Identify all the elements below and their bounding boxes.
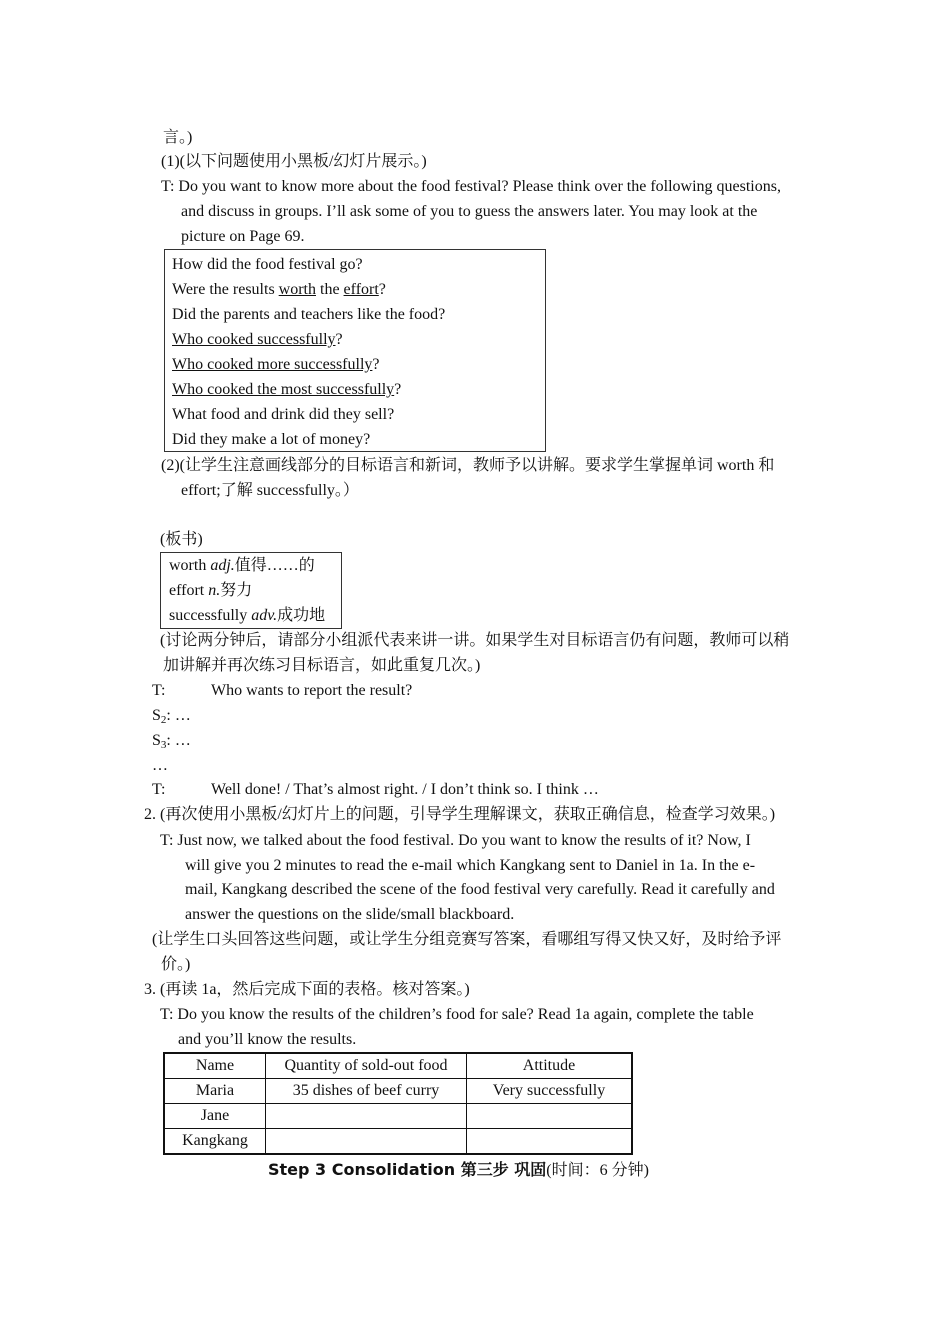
teacher-line-1c: picture on Page 69. (181, 228, 305, 245)
question-5 (165, 352, 545, 377)
vocab-worth (161, 553, 341, 578)
item-2-teacher-c: mail, Kangkang described the scene of the food festival very carefully. Read it carefully and (185, 881, 775, 898)
vocab-effort (161, 578, 341, 603)
item-2-note-a: (让学生口头回答这些问题，或让学生分组竞赛写答案，看哪组写得又快又好，及时给予评 (152, 931, 782, 948)
vocab-pos: n. (208, 582, 221, 599)
board-vocab-box (160, 552, 342, 629)
vocab-def: 成功地 (277, 607, 326, 624)
table-cell: Very successfully (467, 1079, 633, 1104)
question-2-text: Were the results (172, 281, 279, 298)
results-table (163, 1052, 633, 1155)
speaker-s: S (152, 707, 161, 724)
dialogue-text: : … (166, 707, 191, 724)
table-header-cell: Attitude (467, 1053, 633, 1079)
dialogue-s3 (152, 731, 191, 755)
dialogue-speaker-t2: T: (152, 781, 166, 798)
question-7: What food and drink did they sell? (172, 406, 395, 423)
discussion-note-b: 加讲解并再次练习目标语言，如此重复几次。) (163, 657, 481, 674)
vocab-pos: adv. (251, 607, 278, 624)
question-2 (165, 277, 545, 302)
question-2-underlined-worth: worth (278, 281, 316, 298)
table-cell (266, 1129, 467, 1155)
table-row (164, 1104, 632, 1129)
item-2-teacher-a: T: Just now, we talked about the food festival. Do you want to know the results of it? Now, I (160, 832, 751, 849)
speaker-s: S (152, 732, 161, 749)
question-5-underlined: Who cooked more successfully (172, 356, 373, 373)
step-item-2-note-b: effort;了解 successfully。） (181, 482, 359, 499)
question-2-text-mid: the (316, 281, 344, 298)
table-header-cell: Name (164, 1053, 266, 1079)
table-cell: Kangkang (164, 1129, 266, 1155)
item-2-note-b: 价。) (161, 956, 191, 973)
table-header-cell: Quantity of sold-out food (266, 1053, 467, 1079)
question-4 (165, 327, 545, 352)
question-2-underlined-effort: effort (343, 281, 379, 298)
vocab-word: worth (169, 557, 211, 574)
table-row (164, 1129, 632, 1155)
item-2-teacher-b: will give you 2 minutes to read the e-mail which Kangkang sent to Daniel in 1a. In the e- (185, 857, 756, 874)
vocab-def: 值得……的 (234, 557, 315, 574)
question-6-mark: ? (394, 381, 402, 398)
item-3-teacher-a: T: Do you know the results of the children’s food for sale? Read 1a again, complete the table (160, 1006, 754, 1023)
question-5-mark: ? (372, 356, 380, 373)
question-1: How did the food festival go? (172, 256, 363, 273)
question-2-mark: ? (378, 281, 386, 298)
dialogue-text: : … (166, 732, 191, 749)
board-label: (板书) (160, 531, 203, 548)
item-2-heading: 2. (再次使用小黑板/幻灯片上的问题，引导学生理解课文，获取正确信息，检查学习效果。) (144, 806, 776, 823)
table-cell (467, 1129, 633, 1155)
vocab-word: successfully (169, 607, 252, 624)
vocab-pos: adj. (210, 557, 235, 574)
speaker-number: 2 (160, 714, 167, 726)
continued-text: 言。) (163, 129, 193, 146)
table-cell: Maria (164, 1079, 266, 1104)
question-3: Did the parents and teachers like the food? (172, 306, 446, 323)
item-2-teacher-d: answer the questions on the slide/small blackboard. (185, 906, 515, 923)
discussion-note-a: (讨论两分钟后，请部分小组派代表来讲一讲。如果学生对目标语言仍有问题，教师可以稍 (160, 632, 790, 649)
step-3-time: (时间：6 分钟) (546, 1162, 649, 1179)
question-4-mark: ? (335, 331, 343, 348)
question-4-underlined: Who cooked successfully (172, 331, 336, 348)
dialogue-speaker-t1: T: (152, 682, 166, 699)
dialogue-s2 (152, 706, 191, 730)
dialogue-text-t2: Well done! / That’s almost right. / I don’t think so. I think … (211, 781, 599, 798)
table-header-row (164, 1053, 632, 1079)
dialogue-ellipsis: … (152, 757, 168, 774)
item-3-teacher-b: and you’ll know the results. (178, 1031, 357, 1048)
table-cell (266, 1104, 467, 1129)
table-cell (467, 1104, 633, 1129)
teacher-line-1a: T: Do you want to know more about the food festival? Please think over the following questions, (161, 178, 781, 195)
question-8: Did they make a lot of money? (172, 431, 371, 448)
table-row (164, 1079, 632, 1104)
question-6 (165, 377, 545, 402)
item-3-heading: 3. (再读 1a，然后完成下面的表格。核对答案。) (144, 981, 470, 998)
question-6-underlined: Who cooked the most successfully (172, 381, 395, 398)
dialogue-text-t1: Who wants to report the result? (211, 682, 413, 699)
step-item-2-note-a: (2)(让学生注意画线部分的目标语言和新词，教师予以讲解。要求学生掌握单词 worth 和 (161, 457, 775, 474)
vocab-word: effort (169, 582, 209, 599)
questions-box (164, 249, 546, 452)
step-3-heading (268, 1160, 649, 1181)
vocab-def: 努力 (220, 582, 253, 599)
table-cell: Jane (164, 1104, 266, 1129)
table-cell: 35 dishes of beef curry (266, 1079, 467, 1104)
vocab-successfully (161, 603, 341, 628)
speaker-number: 3 (160, 739, 167, 751)
step-3-title: Step 3 Consolidation 第三步 巩固 (268, 1160, 547, 1179)
teacher-line-1b: and discuss in groups. I’ll ask some of you to guess the answers later. You may look at the (181, 203, 758, 220)
step-item-1-note: (1)(以下问题使用小黑板/幻灯片展示。) (161, 153, 427, 170)
